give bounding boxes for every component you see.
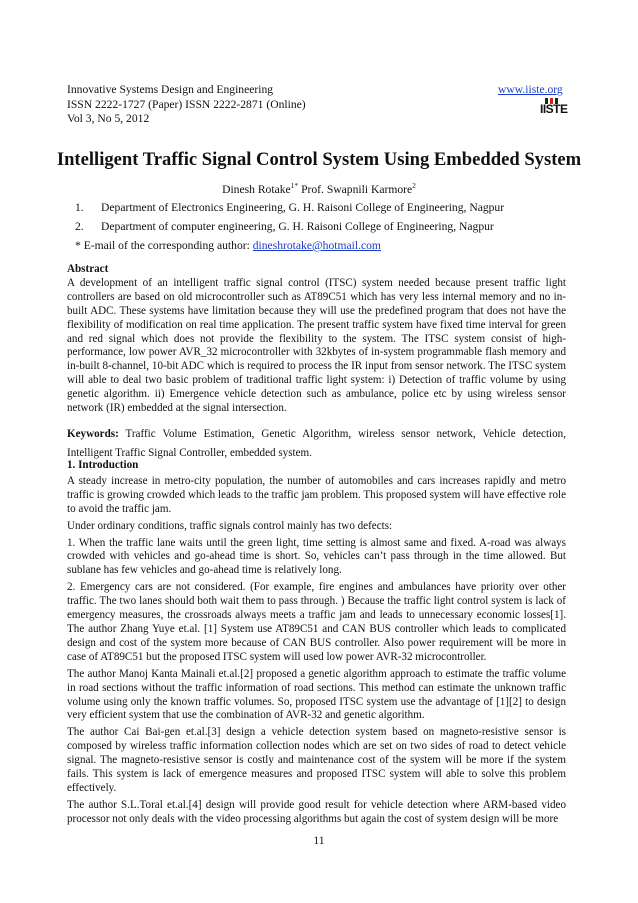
intro-paragraph: The author Manoj Kanta Mainali et.al.[2] proposed a genetic algorithm approach to estimate the traffic volume in road sections without the traffic information of road sections. This method can estimate the unknown traffic volume using only the known traffic volumes. So, proposed ITSC system use the advantage of [1][2] to design very efficient system that use the combination of AVR-32 and genetic algorithm. <box>67 667 566 722</box>
affiliations <box>75 198 504 255</box>
corresponding-email-line <box>75 236 504 255</box>
affiliation-1 <box>75 198 504 217</box>
author-1-marker: 1* <box>290 181 299 190</box>
logo-text: IISTE <box>540 102 568 116</box>
affiliation-text: Department of Electronics Engineering, G. H. Raisoni College of Engineering, Nagpur <box>101 201 505 214</box>
abstract-section <box>67 263 566 463</box>
author-line <box>0 179 638 197</box>
keywords-text: Traffic Volume Estimation, Genetic Algorithm, wireless sensor network, Vehicle detection, Intelligent Traffic Signal Controller, embedded system. <box>67 427 566 459</box>
intro-paragraph: 2. Emergency cars are not considered. (For example, fire engines and ambulances have priority over other traffic. The two lanes should both wait them to pass through. ) Because the traffic light control system is lack of emergency measures, the crossroads always meets a traffic jam and leads to unnecessary economic losses[1]. The author Zhang Yuye et.al. [1] System use AT89C51 and CAN BUS controller which leads to complicated design and cost of the system more because of CAN BUS controller. Also power requirement will be more in case of AT89C51 but the proposed ITSC system will used low power AVR-32 microcontroller. <box>67 581 566 663</box>
intro-paragraph: Under ordinary conditions, traffic signals control mainly has two defects: <box>67 519 393 532</box>
affiliation-2 <box>75 217 504 236</box>
journal-name: Innovative Systems Design and Engineering <box>67 83 274 96</box>
paper-title: Intelligent Traffic Signal Control System Using Embedded System <box>56 149 582 170</box>
abstract-text: A development of an intelligent traffic signal control (ITSC) system needed because present traffic light controllers are based on old microcontroller such as AT89C51 which has very less internal memory and no in-built ADC. These systems have limitation because they will use the predefined program that does not have the flexibility of modification on real time application. The present traffic system have fixed time interval for green and red signal which does not provide the flexibility to the system. The ITSC system consist of high-performance, low power AVR_32 microcontroller with 32kbytes of in-system programmable flash memory and in-built 8-channel, 10-bit ADC which is required to process the IR input from sensor network. The ITSC system will able to deal two basic problem of traditional traffic light system: i) Detection of traffic volume by using genetic algorithm. ii) Emergence vehicle detection such as ambulance, police etc by using wireless sensor network (IR) embedded at the signal intersection. <box>67 276 566 415</box>
introduction-section <box>67 459 566 827</box>
intro-paragraph: The author Cai Bai-gen et.al.[3] design a vehicle detection system based on magneto-resistive sensor is composed by wireless traffic information collection nodes which are set on two sides of road to detect vehicle signal. The magneto-resistive sensor is costly and maintenance cost of the system will be more if the system fails. This system is lack of emergence measures and proposed ITSC system will able to solve this problem effectively. <box>67 726 566 794</box>
intro-paragraph: 1. When the traffic lane waits until the green light, time setting is almost same and fixed. A-road was always crowded with vehicles and go-ahead time is short. So, vehicles can’t pass through in the time allowed. But sublane has few vehicles and go-ahead time is relatively long. <box>67 536 566 577</box>
abstract-heading: Abstract <box>67 263 109 275</box>
author-2: Prof. Swapnili Karmore <box>301 182 413 196</box>
intro-paragraph: A steady increase in metro-city population, the number of automobiles and cars increases rapidly and metro traffic is growing crowded which leads to the traffic jam problem. This proposed system will have effective role to avoid the traffic jam. <box>67 474 566 515</box>
author-2-marker: 2 <box>412 181 416 190</box>
author-1: Dinesh Rotake <box>222 182 291 196</box>
keywords-label: Keywords: <box>67 427 119 440</box>
page-number: 11 <box>313 834 325 847</box>
email-link[interactable]: dineshrotake@hotmail.com <box>252 239 381 252</box>
journal-issn: ISSN 2222-1727 (Paper) ISSN 2222-2871 (Online) <box>67 97 306 111</box>
keywords <box>67 425 566 463</box>
journal-volume: Vol 3, No 5, 2012 <box>67 112 150 125</box>
affiliation-number: 1. <box>75 201 84 214</box>
iiste-logo <box>540 98 566 116</box>
affiliation-text: Department of computer engineering, G. H. Raisoni College of Engineering, Nagpur <box>101 220 494 233</box>
journal-website-link[interactable]: www.iiste.org <box>498 83 563 96</box>
email-label: * E-mail of the corresponding author: <box>75 239 253 252</box>
intro-paragraph: The author S.L.Toral et.al.[4] design will provide good result for vehicle detection where ARM-based video processor not only deals with the video processing algorithms but again the cost of system design will be more <box>67 798 566 825</box>
journal-header <box>67 83 306 127</box>
affiliation-number: 2. <box>75 220 84 233</box>
introduction-heading: 1. Introduction <box>67 459 139 471</box>
